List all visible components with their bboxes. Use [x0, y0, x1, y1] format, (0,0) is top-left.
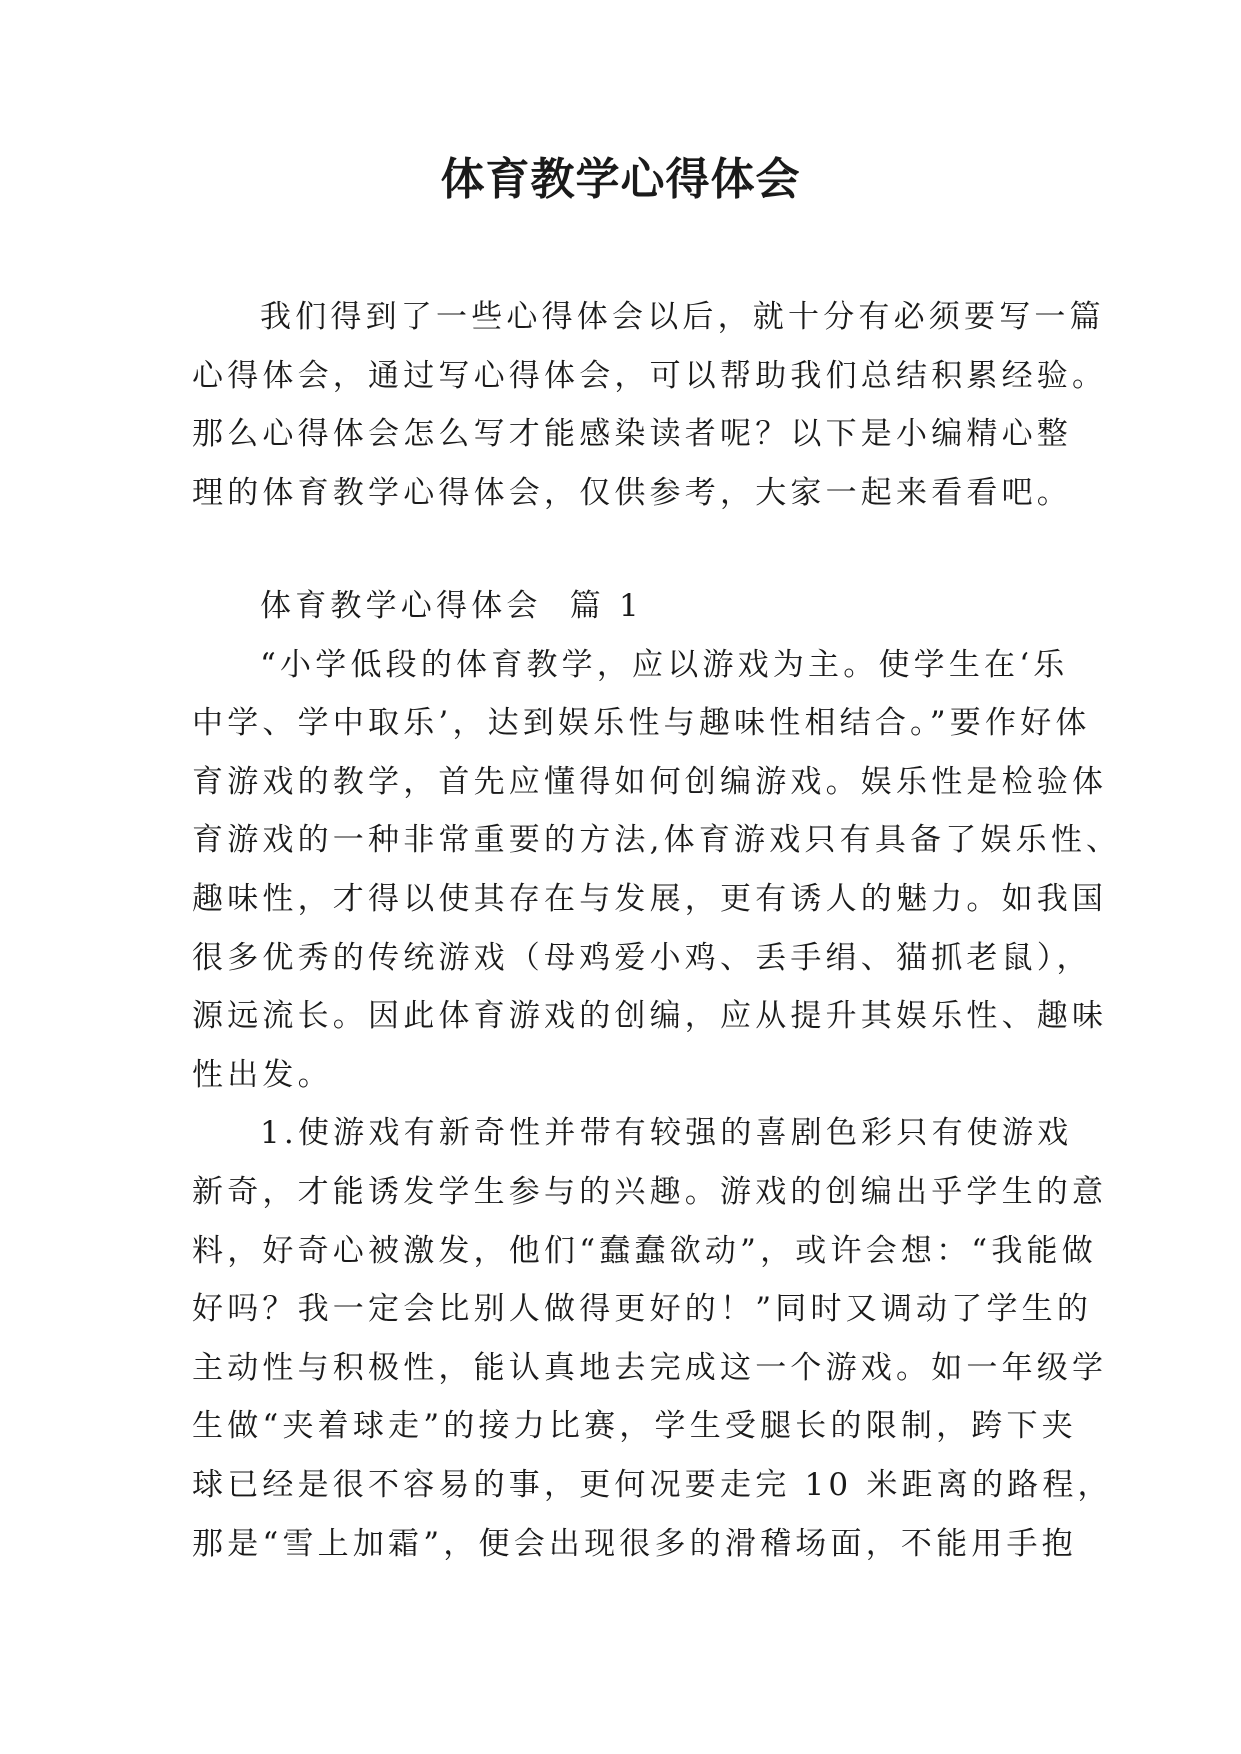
text-line: 主动性与积极性，能认真地去完成这一个游戏。如一年级学	[192, 1349, 1108, 1386]
text-line: 我们得到了一些心得体会以后，就十分有必须要写一篇	[260, 299, 1105, 335]
text-line: 生做“夹着球走”的接力比赛，学生受腿长的限制，跨下夹	[192, 1408, 1077, 1445]
text-line: 好吗？我一定会比别人做得更好的！”同时又调动了学生的	[192, 1291, 1093, 1328]
text-line: 育游戏的一种非常重要的方法,体育游戏只有具备了娱乐性、	[192, 822, 1122, 859]
text-line: “小学低段的体育教学，应以游戏为主。使学生在‘乐	[260, 646, 1069, 683]
paragraph-2	[192, 1104, 1113, 1573]
text-line: 趣味性，才得以使其存在与发展，更有诱人的魅力。如我国	[192, 880, 1108, 917]
paragraph-1	[192, 636, 1122, 1105]
text-line: 性出发。	[192, 1056, 333, 1093]
text-line: 1.使游戏有新奇性并带有较强的喜剧色彩只有使游戏	[260, 1115, 1073, 1152]
text-line: 那么心得体会怎么写才能感染读者呢？以下是小编精心整	[192, 416, 1072, 452]
text-line: 很多优秀的传统游戏（母鸡爱小鸡、丢手绢、猫抓老鼠），	[192, 939, 1092, 976]
text-line: 中学、学中取乐’，达到娱乐性与趣味性相结合。”要作好体	[192, 705, 1091, 742]
text-line: 心得体会，通过写心得体会，可以帮助我们总结积累经验。	[192, 357, 1108, 394]
text-line: 新奇，才能诱发学生参与的兴趣。游戏的创编出乎学生的意	[192, 1173, 1108, 1210]
section-1	[192, 577, 1122, 1573]
text-line: 理的体育教学心得体会，仅供参考，大家一起来看看吧。	[192, 474, 1072, 511]
text-line: 球已经是很不容易的事，更何况要走完 10 米距离的路程，	[192, 1466, 1113, 1503]
text-line: 那是“雪上加霜”，便会出现很多的滑稽场面，不能用手抱	[192, 1525, 1077, 1562]
document-title: 体育教学心得体会	[440, 154, 801, 205]
text-line: 育游戏的教学，首先应懂得如何创编游戏。娱乐性是检验体	[192, 763, 1108, 800]
text-line: 料，好奇心被激发，他们“蠢蠢欲动”，或许会想：“我能做	[192, 1232, 1097, 1269]
text-line: 源远流长。因此体育游戏的创编，应从提升其娱乐性、趣味	[192, 998, 1108, 1035]
section-heading: 体育教学心得体会 篇 1	[260, 588, 643, 624]
intro-paragraph	[192, 288, 1108, 522]
